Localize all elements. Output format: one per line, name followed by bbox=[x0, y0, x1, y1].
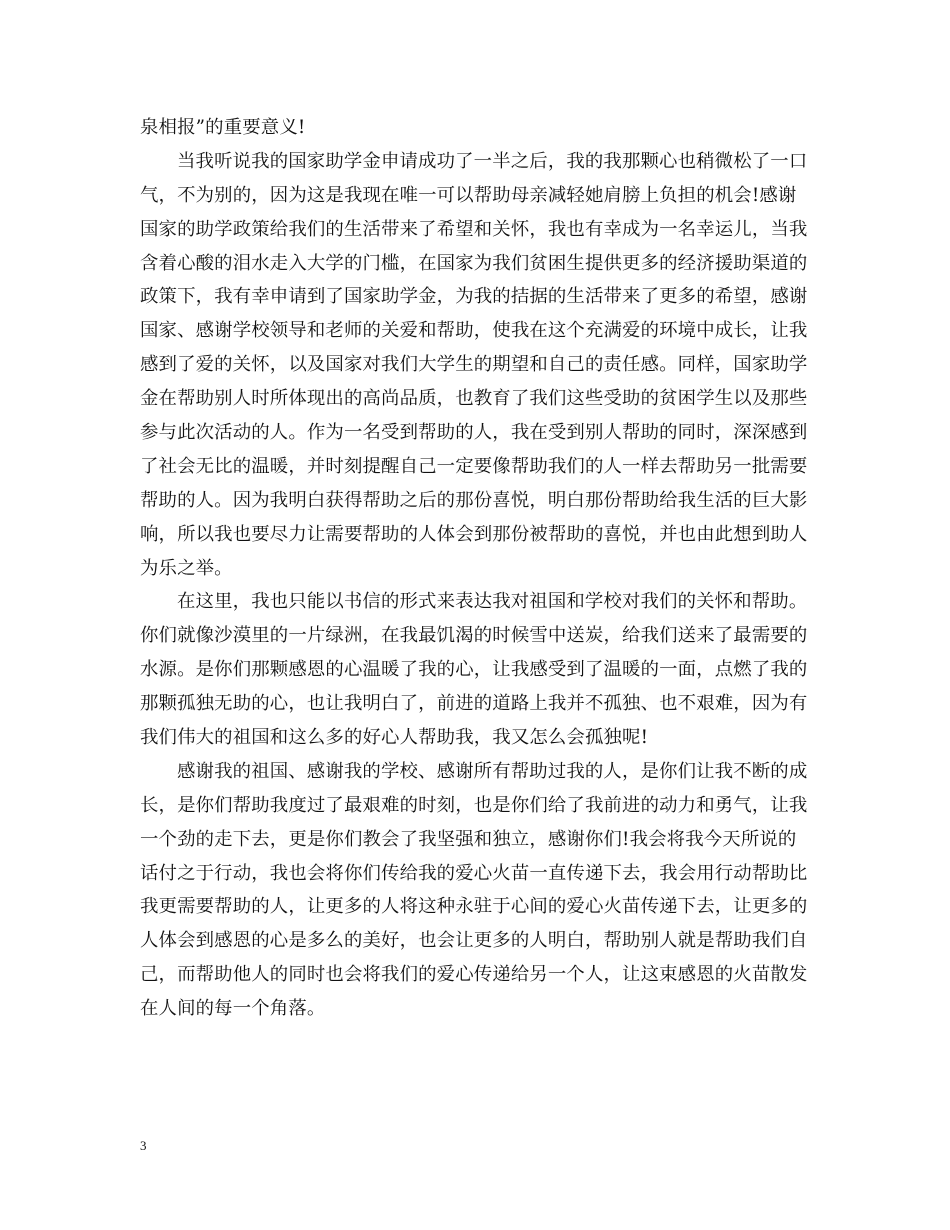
text-line: 我们伟大的祖国和这么多的好心人帮助我，我又怎么会孤独呢! bbox=[140, 727, 649, 749]
text-line: 话付之于行动，我也会将你们传给我的爱心火苗一直传递下去，我会用行动帮助比 bbox=[140, 862, 808, 884]
document-body bbox=[140, 111, 812, 1026]
text-line: 己，而帮助他人的同时也会将我们的爱心传递给另一个人，让这束感恩的火苗散发 bbox=[140, 964, 808, 986]
text-line: 了社会无比的温暖，并时刻提醒自己一定要像帮助我们的人一样去帮助另一批需要 bbox=[140, 455, 808, 477]
text-line: 含着心酸的泪水走入大学的门槛，在国家为我们贫困生提供更多的经济援助渠道的 bbox=[140, 252, 808, 274]
paragraph-first-line: 当我听说我的国家助学金申请成功了一半之后，我的我那颗心也稍微松了一口 bbox=[177, 150, 808, 172]
text-line: 感到了爱的关怀，以及国家对我们大学生的期望和自己的责任感。同样，国家助学 bbox=[140, 354, 808, 376]
text-line: 水源。是你们那颗感恩的心温暖了我的心，让我感受到了温暖的一面，点燃了我的 bbox=[140, 659, 808, 681]
text-line: 帮助的人。因为我明白获得帮助之后的那份喜悦，明白那份帮助给我生活的巨大影 bbox=[140, 489, 808, 511]
paragraph-first-line: 感谢我的祖国、感谢我的学校、感谢所有帮助过我的人，是你们让我不断的成 bbox=[177, 760, 808, 782]
text-line: 参与此次活动的人。作为一名受到帮助的人，我在受到别人帮助的同时，深深感到 bbox=[140, 422, 808, 444]
text-line: 为乐之举。 bbox=[140, 557, 233, 579]
text-line: 泉相报”的重要意义! bbox=[140, 117, 306, 138]
text-line: 在人间的每一个角落。 bbox=[140, 998, 326, 1020]
text-line: 金在帮助别人时所体现出的高尚品质，也教育了我们这些受助的贫困学生以及那些 bbox=[140, 388, 808, 410]
text-line: 我更需要帮助的人，让更多的人将这种永驻于心间的爱心火苗传递下去，让更多的 bbox=[140, 896, 808, 918]
text-line: 国家、感谢学校领导和老师的关爱和帮助，使我在这个充满爱的环境中成长，让我 bbox=[140, 320, 808, 342]
text-line: 你们就像沙漠里的一片绿洲，在我最饥渴的时候雪中送炭，给我们送来了最需要的 bbox=[140, 625, 808, 647]
text-line: 政策下，我有幸申请到了国家助学金，为我的拮据的生活带来了更多的希望，感谢 bbox=[140, 286, 808, 308]
text-line: 一个劲的走下去，更是你们教会了我坚强和独立，感谢你们!我会将我今天所说的 bbox=[140, 828, 797, 850]
text-line: 响，所以我也要尽力让需要帮助的人体会到那份被帮助的喜悦，并也由此想到助人 bbox=[140, 523, 808, 545]
text-line: 那颗孤独无助的心，也让我明白了，前进的道路上我并不孤独、也不艰难，因为有 bbox=[140, 693, 808, 715]
text-line: 气，不为别的，因为这是我现在唯一可以帮助母亲减轻她肩膀上负担的机会!感谢 bbox=[140, 184, 797, 206]
text-line: 人体会到感恩的心是多么的美好，也会让更多的人明白，帮助别人就是帮助我们自 bbox=[140, 930, 808, 952]
page-number: 3 bbox=[140, 1138, 147, 1153]
text-line: 国家的助学政策给我们的生活带来了希望和关怀，我也有幸成为一名幸运儿，当我 bbox=[140, 218, 808, 240]
text-line: 长，是你们帮助我度过了最艰难的时刻，也是你们给了我前进的动力和勇气，让我 bbox=[140, 794, 808, 816]
paragraph-first-line: 在这里，我也只能以书信的形式来表达我对祖国和学校对我们的关怀和帮助。 bbox=[177, 591, 808, 613]
